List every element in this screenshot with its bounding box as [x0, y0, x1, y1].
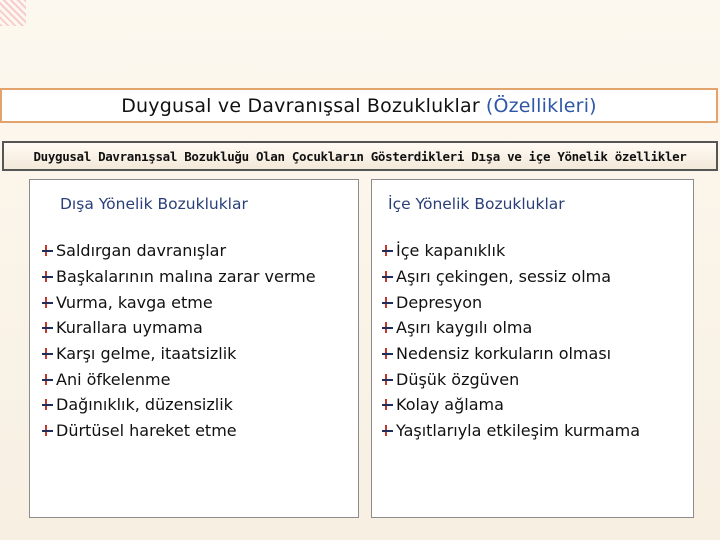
bullet-icon	[42, 297, 53, 308]
bullet-icon	[42, 374, 53, 385]
bullet-icon	[382, 348, 393, 359]
list-item-label: Kolay ağlama	[396, 395, 504, 415]
list-item	[42, 418, 316, 444]
list-item-label: Dürtüsel hareket etme	[56, 421, 237, 441]
bullet-icon	[382, 245, 393, 256]
list-item	[42, 315, 316, 341]
bullet-icon	[382, 399, 393, 410]
list-item-label: Aşırı çekingen, sessiz olma	[396, 267, 612, 287]
list-item-label: Nedensiz korkuların olması	[396, 344, 612, 364]
list-item	[42, 238, 316, 264]
bullet-icon	[42, 245, 53, 256]
list-item-label: Başkalarının malına zarar verme	[56, 267, 316, 287]
inward-disorders-panel	[371, 179, 694, 518]
list-item	[382, 392, 640, 418]
list-item	[42, 392, 316, 418]
corner-decoration	[0, 0, 26, 26]
inward-disorders-heading: İçe Yönelik Bozukluklar	[388, 195, 565, 213]
title-main: Duygusal ve Davranışsal Bozukluklar	[121, 94, 480, 117]
bullet-icon	[42, 399, 53, 410]
list-item	[42, 366, 316, 392]
bullet-icon	[42, 271, 53, 282]
list-item	[42, 264, 316, 290]
bullet-icon	[382, 271, 393, 282]
bullet-icon	[382, 297, 393, 308]
list-item-label: Saldırgan davranışlar	[56, 241, 227, 261]
list-item-label: Yaşıtlarıyla etkileşim kurmama	[396, 421, 641, 441]
bullet-icon	[42, 425, 53, 436]
list-item-label: İçe kapanıklık	[396, 241, 506, 261]
outward-disorders-list	[42, 238, 316, 444]
page-title	[0, 88, 718, 123]
list-item-label: Aşırı kaygılı olma	[396, 318, 533, 338]
bullet-icon	[42, 322, 53, 333]
subtitle-bar	[2, 141, 718, 171]
inward-disorders-list	[382, 238, 640, 444]
list-item	[382, 264, 640, 290]
outward-disorders-heading: Dışa Yönelik Bozukluklar	[60, 195, 248, 213]
subtitle-text: Duygusal Davranışsal Bozukluğu Olan Çocukların Gösterdikleri Dışa ve içe Yönelik özellikler	[33, 148, 687, 164]
bullet-icon	[382, 322, 393, 333]
list-item-label: Dağınıklık, düzensizlik	[56, 395, 233, 415]
list-item	[382, 341, 640, 367]
list-item	[382, 418, 640, 444]
list-item	[42, 289, 316, 315]
list-item	[382, 238, 640, 264]
list-item-label: Vurma, kavga etme	[56, 292, 213, 312]
list-item-label: Karşı gelme, itaatsizlik	[56, 344, 237, 364]
title-accent: (Özellikleri)	[485, 94, 597, 117]
list-item	[42, 341, 316, 367]
list-item-label: Depresyon	[396, 292, 483, 312]
bullet-icon	[382, 425, 393, 436]
outward-disorders-panel	[29, 179, 359, 518]
list-item	[382, 289, 640, 315]
bullet-icon	[382, 374, 393, 385]
list-item-label: Düşük özgüven	[396, 369, 520, 389]
list-item	[382, 366, 640, 392]
list-item	[382, 315, 640, 341]
bullet-icon	[42, 348, 53, 359]
list-item-label: Kurallara uymama	[56, 318, 203, 338]
list-item-label: Ani öfkelenme	[56, 369, 171, 389]
